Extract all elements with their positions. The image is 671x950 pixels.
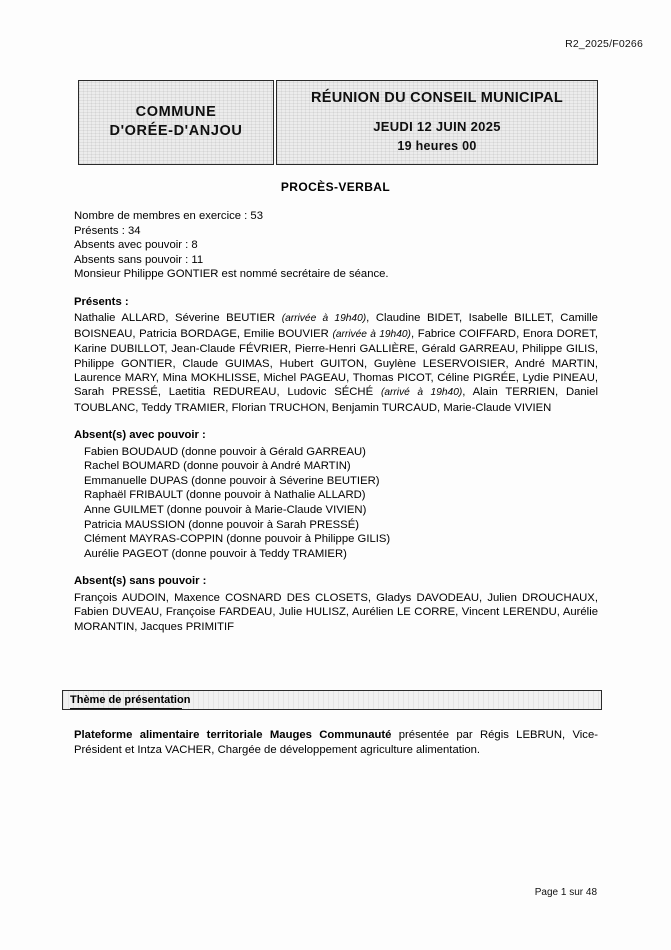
theme-title-bold: Plateforme alimentaire territoriale Mauges Communauté bbox=[74, 729, 392, 741]
count-line-present: Présents : 34 bbox=[74, 224, 141, 237]
count-line-absent-noproxy: Absents sans pouvoir : 11 bbox=[74, 253, 204, 266]
list-item: Raphaël FRIBAULT (donne pouvoir à Nathalie ALLARD) bbox=[84, 489, 366, 502]
header-commune-box bbox=[78, 80, 274, 165]
meeting-date: JEUDI 12 JUIN 2025 bbox=[373, 119, 501, 134]
list-item: Anne GUILMET (donne pouvoir à Marie-Claude VIVIEN) bbox=[84, 504, 367, 516]
list-item: Clément MAYRAS-COPPIN (donne pouvoir à Philippe GILIS) bbox=[84, 533, 391, 546]
theme-banner-label: Thème de présentation bbox=[70, 694, 191, 706]
section-heading-presents: Présents : bbox=[74, 295, 129, 308]
theme-title-rest: présentée par Régis LEBRUN, Vice-Président et Intza VACHER, Chargée de développement agriculture alimentation. bbox=[74, 729, 598, 756]
list-item: Patricia MAUSSION (donne pouvoir à Sarah PRESSÉ) bbox=[84, 518, 360, 531]
count-line-members: Nombre de membres en exercice : 53 bbox=[74, 210, 263, 222]
section-heading-absent-with-proxy: Absent(s) avec pouvoir : bbox=[74, 429, 206, 442]
commune-line-2: D'ORÉE-D'ANJOU bbox=[109, 122, 243, 139]
theme-description bbox=[74, 728, 598, 758]
reference-code: R2_2025/F0266 bbox=[565, 38, 643, 50]
document-body bbox=[74, 209, 598, 634]
count-line-absent-proxy: Absents avec pouvoir : 8 bbox=[74, 239, 198, 252]
list-item: Aurélie PAGEOT (donne pouvoir à Teddy TRAMIER) bbox=[84, 547, 347, 560]
secretary-line: Monsieur Philippe GONTIER est nommé secrétaire de séance. bbox=[74, 268, 389, 281]
presents-list bbox=[74, 311, 598, 415]
list-item: Rachel BOUMARD (donne pouvoir à André MARTIN) bbox=[84, 460, 351, 473]
page-title: PROCÈS-VERBAL bbox=[280, 180, 391, 194]
presents-note-1: (arrivée à 19h40) bbox=[281, 313, 367, 325]
presents-note-2: (arrivée à 19h40) bbox=[332, 328, 411, 340]
presents-text-3: , Fabrice COIFFARD, Enora DORET, Karine DUBILLOT, Jean-Claude FÉVRIER, Pierre-Henri GALLIÈRE, Gérald GARREAU, Philippe GILIS, Philippe GONTIER, Claude GUIMAS, Hubert GUITON, Guylène LESERVOISIER, André MARTIN, Laurence MARY, Mina MOKHLISSE, Michel PAGEAU, Thomas PICOT, Céline PIGRÉE, Lydie PINEAU, Sarah PRESSÉ, Laetitia REDUREAU, Ludovic SÉCHÉ bbox=[74, 327, 598, 399]
presents-note-3: (arrivé à 19h40) bbox=[380, 387, 463, 399]
commune-line-1: COMMUNE bbox=[135, 103, 217, 120]
document-header bbox=[78, 80, 598, 165]
section-heading-absent-without-proxy: Absent(s) sans pouvoir : bbox=[74, 575, 207, 588]
list-item: Emmanuelle DUPAS (donne pouvoir à Séverine BEUTIER) bbox=[84, 474, 380, 487]
presents-text-4: , Alain TERRIEN, Daniel TOUBLANC, Teddy TRAMIER, Florian TRUCHON, Benjamin TURCAUD, Marie-Claude VIVIEN bbox=[74, 386, 598, 414]
meeting-title: RÉUNION DU CONSEIL MUNICIPAL bbox=[311, 90, 563, 106]
page-footer: Page 1 sur 48 bbox=[534, 887, 597, 898]
presents-text-2: , Claudine BIDET, Isabelle BILLET, Camille BOISNEAU, Patricia BORDAGE, Emilie BOUVIER bbox=[74, 312, 598, 340]
meeting-time: 19 heures 00 bbox=[397, 139, 477, 153]
theme-label-underline bbox=[70, 708, 182, 709]
absent-without-proxy-list: François AUDOIN, Maxence COSNARD DES CLOSETS, Gladys DAVODEAU, Julien DROUCHAUX, Fabien DUVEAU, Françoise FARDEAU, Julie HULISZ, Aurélien LE CORRE, Vincent LERENDU, Aurélie MORANTIN, Jacques PRIMITIF bbox=[74, 591, 598, 633]
attendance-counts bbox=[74, 209, 598, 282]
header-meeting-box bbox=[276, 80, 598, 165]
presents-text-1: Nathalie ALLARD, Séverine BEUTIER bbox=[74, 312, 282, 325]
list-item: Fabien BOUDAUD (donne pouvoir à Gérald GARREAU) bbox=[84, 445, 366, 458]
